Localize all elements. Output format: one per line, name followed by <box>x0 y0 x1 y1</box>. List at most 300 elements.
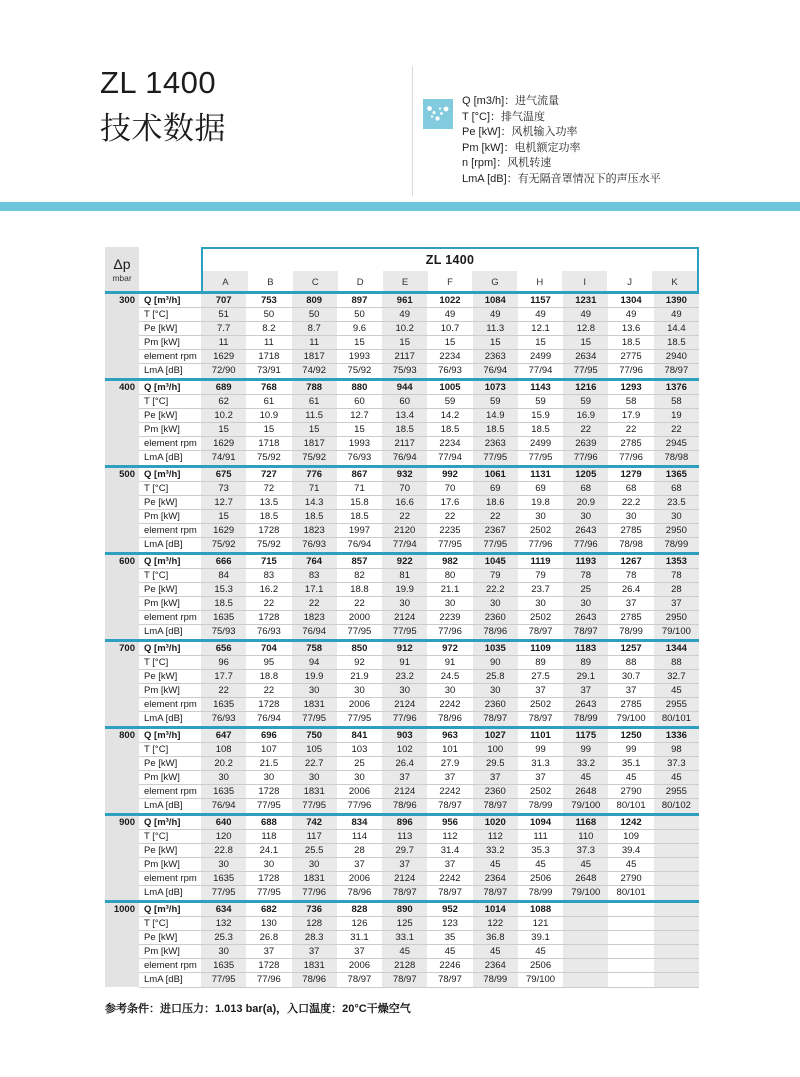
data-cell: 903 <box>382 729 427 743</box>
data-cell: 77/95 <box>563 364 608 378</box>
data-cell: 1073 <box>473 381 518 395</box>
data-cell: 19.8 <box>518 496 563 510</box>
data-cell: 956 <box>427 816 472 830</box>
data-cell: 727 <box>246 468 291 482</box>
data-cell: 1629 <box>201 437 246 451</box>
data-cell: 76/94 <box>292 625 337 639</box>
row-label: LmA [dB] <box>144 800 183 811</box>
data-cell: 59 <box>563 395 608 409</box>
data-cell: 77/95 <box>201 886 246 900</box>
data-cell: 61 <box>246 395 291 409</box>
data-cell: 121 <box>518 917 563 931</box>
data-cell: 22 <box>382 510 427 524</box>
data-cell: 35.1 <box>608 757 653 771</box>
data-cell: 26.4 <box>608 583 653 597</box>
column-letter: C <box>293 271 338 291</box>
dp-value <box>105 656 139 670</box>
data-cell: 7.7 <box>201 322 246 336</box>
column-letter: A <box>203 271 248 291</box>
data-cell: 22 <box>427 510 472 524</box>
dp-value <box>105 611 139 625</box>
data-cell: 10.2 <box>382 322 427 336</box>
data-cell: 2790 <box>608 872 653 886</box>
row-label: Q [m³/h] <box>139 642 201 656</box>
data-cell: 39.4 <box>608 844 653 858</box>
data-cell: 33.2 <box>563 757 608 771</box>
data-cell: 857 <box>337 555 382 569</box>
data-cell: 1728 <box>246 611 291 625</box>
data-cell: 1718 <box>246 350 291 364</box>
dp-value <box>105 785 139 799</box>
dp-value <box>105 437 139 451</box>
column-letter: K <box>652 271 697 291</box>
data-cell: 1094 <box>518 816 563 830</box>
data-cell: 18.5 <box>608 336 653 350</box>
data-cell: 18.5 <box>337 510 382 524</box>
dp-value: 600 <box>105 555 139 569</box>
data-cell: 75/92 <box>257 452 281 463</box>
data-cell: 1183 <box>563 642 608 656</box>
data-cell: 35 <box>427 931 472 945</box>
data-cell: 68 <box>563 482 608 496</box>
data-cell: 45 <box>473 858 518 872</box>
data-cell: 78/97 <box>473 799 518 813</box>
data-cell: 45 <box>608 858 653 872</box>
column-letter: E <box>383 271 428 291</box>
data-cell: 963 <box>427 729 472 743</box>
column-letter: J <box>627 277 632 288</box>
data-cell: 1279 <box>608 468 653 482</box>
data-cell: 78/96 <box>292 973 337 987</box>
data-cell: 647 <box>201 729 246 743</box>
data-cell: 79/100 <box>526 974 556 985</box>
data-cell: 77/96 <box>619 365 643 376</box>
data-cell: 125 <box>382 917 427 931</box>
data-cell: 2128 <box>382 959 427 973</box>
data-cell: 37 <box>427 858 472 872</box>
data-cell <box>608 945 653 959</box>
data-cell: 75/92 <box>257 539 281 550</box>
data-cell: 13.6 <box>608 322 653 336</box>
dp-value <box>105 538 139 552</box>
data-cell <box>654 945 699 959</box>
data-cell: 15 <box>201 423 246 437</box>
row-label: element rpm <box>139 698 201 712</box>
data-cell: 37 <box>518 684 563 698</box>
data-cell: 1157 <box>518 294 563 308</box>
data-cell: 33.2 <box>473 844 518 858</box>
data-cell: 30 <box>473 684 518 698</box>
data-cell: 77/95 <box>473 538 518 552</box>
data-cell: 99 <box>563 743 608 757</box>
data-cell: 2242 <box>427 872 472 886</box>
row-label: Q [m³/h] <box>139 294 201 308</box>
header-gap-cell <box>139 247 201 291</box>
data-cell: 2950 <box>654 524 699 538</box>
data-cell <box>654 959 699 973</box>
data-cell: 74/92 <box>292 364 337 378</box>
data-cell: 91 <box>382 656 427 670</box>
data-cell: 24.1 <box>246 844 291 858</box>
column-letter: D <box>356 277 364 288</box>
data-cell: 22 <box>201 684 246 698</box>
data-cell: 14.9 <box>473 409 518 423</box>
row-label: Pe [kW] <box>139 496 201 510</box>
dp-value: 500 <box>105 468 139 482</box>
data-cell: 76/93 <box>347 452 372 463</box>
data-cell: 81 <box>382 569 427 583</box>
data-cell: 2775 <box>608 350 653 364</box>
dp-value <box>105 844 139 858</box>
data-cell: 76/94 <box>201 799 246 813</box>
data-cell: 16.6 <box>382 496 427 510</box>
legend-line-q: Q [m3/h]：进气流量 <box>462 95 560 107</box>
data-cell: 78/99 <box>528 800 553 811</box>
data-cell: 25.8 <box>473 670 518 684</box>
row-label: T [°C] <box>139 482 201 496</box>
dp-value <box>105 423 139 437</box>
data-cell: 736 <box>292 903 337 917</box>
data-cell: 123 <box>427 917 472 931</box>
data-cell: 22.7 <box>292 757 337 771</box>
data-cell: 76/93 <box>292 538 337 552</box>
data-cell: 58 <box>608 395 653 409</box>
data-cell: 14.2 <box>427 409 472 423</box>
data-cell: 30 <box>201 771 246 785</box>
data-cell: 2006 <box>337 959 382 973</box>
data-cell: 77/95 <box>438 539 462 550</box>
data-cell: 77/95 <box>201 973 246 987</box>
data-cell: 689 <box>201 381 246 395</box>
data-cell: 22 <box>563 423 608 437</box>
data-cell: 1997 <box>337 524 382 538</box>
data-cell: 21.5 <box>246 757 291 771</box>
data-cell: 79/100 <box>563 886 608 900</box>
data-cell: 78/97 <box>654 364 699 378</box>
data-cell: 84 <box>201 569 246 583</box>
data-cell: 83 <box>292 569 337 583</box>
data-cell <box>654 844 699 858</box>
data-cell: 79/100 <box>563 799 608 813</box>
data-cell: 12.7 <box>201 496 246 510</box>
data-cell: 2648 <box>563 785 608 799</box>
data-cell: 2506 <box>518 872 563 886</box>
data-cell: 37 <box>608 597 653 611</box>
row-label: element rpm <box>139 437 201 451</box>
data-cell: 18.5 <box>473 423 518 437</box>
data-cell: 99 <box>608 743 653 757</box>
dp-value <box>105 886 139 900</box>
page-title <box>100 60 226 152</box>
data-cell: 1257 <box>608 642 653 656</box>
data-cell: 2239 <box>427 611 472 625</box>
data-cell: 22.8 <box>201 844 246 858</box>
row-label: element rpm <box>139 350 201 364</box>
data-cell: 2940 <box>654 350 699 364</box>
data-cell: 89 <box>518 656 563 670</box>
data-cell: 675 <box>201 468 246 482</box>
data-cell: 1629 <box>201 524 246 538</box>
data-cell: 1101 <box>518 729 563 743</box>
data-cell: 35.3 <box>518 844 563 858</box>
data-cell: 122 <box>473 917 518 931</box>
data-cell: 2639 <box>563 437 608 451</box>
data-cell: 2124 <box>382 611 427 625</box>
data-cell <box>654 816 699 830</box>
dp-value <box>105 583 139 597</box>
data-cell: 75/92 <box>201 538 246 552</box>
data-cell: 2502 <box>518 611 563 625</box>
data-cell: 15 <box>337 423 382 437</box>
data-cell: 95 <box>246 656 291 670</box>
data-cell: 15 <box>473 336 518 350</box>
data-cell: 834 <box>337 816 382 830</box>
data-cell: 14.3 <box>292 496 337 510</box>
data-cell: 9.6 <box>337 322 382 336</box>
data-cell: 113 <box>382 830 427 844</box>
data-cell: 15 <box>382 336 427 350</box>
data-cell: 78/96 <box>347 887 372 898</box>
data-cell: 23.2 <box>382 670 427 684</box>
data-cell: 666 <box>201 555 246 569</box>
data-cell: 30 <box>518 597 563 611</box>
data-cell: 2502 <box>518 698 563 712</box>
data-cell: 30.7 <box>608 670 653 684</box>
data-cell: 30 <box>337 684 382 698</box>
dp-value: 300 <box>105 294 139 308</box>
dp-value <box>105 350 139 364</box>
data-cell: 1817 <box>292 350 337 364</box>
data-cell: 31.1 <box>337 931 382 945</box>
data-cell: 80/101 <box>616 887 646 898</box>
flow-dots-icon <box>423 99 453 129</box>
data-cell: 62 <box>201 395 246 409</box>
data-cell: 18.5 <box>518 423 563 437</box>
data-cell: 2499 <box>518 437 563 451</box>
data-cell: 78/99 <box>654 538 699 552</box>
data-cell: 1205 <box>563 468 608 482</box>
dp-value <box>105 395 139 409</box>
data-cell: 707 <box>201 294 246 308</box>
data-cell: 88 <box>654 656 699 670</box>
dp-value <box>105 771 139 785</box>
data-cell: 30 <box>563 597 608 611</box>
data-cell: 18.5 <box>427 423 472 437</box>
data-cell: 37 <box>246 945 291 959</box>
dp-value <box>105 931 139 945</box>
data-cell: 79/100 <box>616 713 646 724</box>
data-cell: 25 <box>337 757 382 771</box>
column-letters <box>203 271 697 291</box>
reference-conditions-note: 参考条件：进口压力：1.013 bar(a)，入口温度：20°C干燥空气 <box>105 1003 411 1015</box>
data-cell: 59 <box>427 395 472 409</box>
data-cell: 22 <box>608 423 653 437</box>
dp-value: 400 <box>105 381 139 395</box>
dp-value <box>105 496 139 510</box>
data-cell: 992 <box>427 468 472 482</box>
data-cell: 15 <box>201 510 246 524</box>
data-cell: 1216 <box>563 381 608 395</box>
data-cell: 37 <box>382 858 427 872</box>
data-cell <box>654 886 699 900</box>
data-cell: 76/94 <box>257 713 281 724</box>
data-cell: 78/99 <box>528 887 553 898</box>
data-cell: 19 <box>654 409 699 423</box>
data-cell: 18.5 <box>201 597 246 611</box>
data-cell: 37.3 <box>654 757 699 771</box>
data-cell: 27.5 <box>518 670 563 684</box>
data-cell: 78/97 <box>382 973 427 987</box>
data-cell: 10.2 <box>201 409 246 423</box>
data-cell: 11 <box>292 336 337 350</box>
data-cell: 28.3 <box>292 931 337 945</box>
data-cell: 764 <box>292 555 337 569</box>
data-cell: 1353 <box>654 555 699 569</box>
data-cell: 1728 <box>246 872 291 886</box>
row-label: LmA [dB] <box>144 452 183 463</box>
dp-value <box>105 858 139 872</box>
row-label: element rpm <box>139 524 201 538</box>
data-cell: 117 <box>292 830 337 844</box>
data-cell: 78/97 <box>382 886 427 900</box>
row-label: Pm [kW] <box>139 423 201 437</box>
data-cell: 961 <box>382 294 427 308</box>
data-cell: 1831 <box>292 959 337 973</box>
data-cell: 130 <box>246 917 291 931</box>
data-cell: 102 <box>382 743 427 757</box>
row-label: Pe [kW] <box>139 583 201 597</box>
row-label: T [°C] <box>139 395 201 409</box>
row-label: Pe [kW] <box>139 322 201 336</box>
row-label: LmA [dB] <box>144 539 183 550</box>
data-cell <box>608 959 653 973</box>
data-cell: 21.9 <box>337 670 382 684</box>
data-cell: 1365 <box>654 468 699 482</box>
data-cell <box>608 931 653 945</box>
row-label: LmA [dB] <box>144 974 183 985</box>
data-cell <box>563 903 608 917</box>
data-cell: 37 <box>292 945 337 959</box>
data-cell: 69 <box>518 482 563 496</box>
data-cell: 2785 <box>608 611 653 625</box>
data-cell: 78/97 <box>473 712 518 726</box>
data-cell: 39.1 <box>518 931 563 945</box>
data-cell <box>563 959 608 973</box>
column-letter: G <box>472 271 517 291</box>
data-cell: 15 <box>246 423 291 437</box>
row-label: element rpm <box>139 611 201 625</box>
data-cell: 100 <box>473 743 518 757</box>
data-cell: 88 <box>608 656 653 670</box>
data-cell: 75/93 <box>382 364 427 378</box>
data-cell: 2785 <box>608 524 653 538</box>
data-cell: 922 <box>382 555 427 569</box>
data-cell: 78/99 <box>619 626 643 637</box>
data-cell: 45 <box>427 945 472 959</box>
data-cell: 8.7 <box>292 322 337 336</box>
data-cell: 15 <box>427 336 472 350</box>
data-cell: 68 <box>608 482 653 496</box>
data-cell: 2006 <box>337 698 382 712</box>
dp-value <box>105 698 139 712</box>
data-cell: 76/94 <box>382 451 427 465</box>
data-cell: 77/95 <box>382 625 427 639</box>
data-cell: 2006 <box>337 785 382 799</box>
data-cell: 109 <box>608 830 653 844</box>
data-cell <box>563 917 608 931</box>
data-cell: 75/92 <box>292 451 337 465</box>
data-cell: 30 <box>473 597 518 611</box>
data-cell: 1993 <box>337 350 382 364</box>
row-label: element rpm <box>139 785 201 799</box>
data-cell: 1993 <box>337 437 382 451</box>
data-cell: 1823 <box>292 524 337 538</box>
data-cell: 2955 <box>654 698 699 712</box>
data-cell: 75/93 <box>201 625 246 639</box>
data-cell: 78/97 <box>438 800 462 811</box>
row-label: Q [m³/h] <box>139 468 201 482</box>
data-cell: 68 <box>654 482 699 496</box>
data-cell: 2234 <box>427 437 472 451</box>
data-cell: 1635 <box>201 872 246 886</box>
data-cell: 1344 <box>654 642 699 656</box>
data-cell: 78/96 <box>382 799 427 813</box>
data-cell: 30 <box>246 858 291 872</box>
data-cell: 758 <box>292 642 337 656</box>
data-cell: 2950 <box>654 611 699 625</box>
data-cell: 80/101 <box>616 800 646 811</box>
data-cell: 78/97 <box>438 974 462 985</box>
data-cell: 77/95 <box>473 451 518 465</box>
row-label: Pe [kW] <box>139 409 201 423</box>
data-cell: 45 <box>382 945 427 959</box>
page-title-model: ZL 1400 <box>100 65 217 100</box>
data-cell: 77/95 <box>257 800 281 811</box>
data-cell: 2124 <box>382 785 427 799</box>
data-cell: 50 <box>292 308 337 322</box>
data-cell: 14.4 <box>654 322 699 336</box>
row-label: Pe [kW] <box>139 931 201 945</box>
data-cell: 13.5 <box>246 496 291 510</box>
row-label: T [°C] <box>139 830 201 844</box>
data-cell: 45 <box>608 771 653 785</box>
data-cell <box>608 973 653 987</box>
dp-value <box>105 308 139 322</box>
data-cell: 78/97 <box>473 886 518 900</box>
data-cell: 37 <box>518 771 563 785</box>
data-cell: 45 <box>563 771 608 785</box>
data-cell <box>654 872 699 886</box>
data-cell: 30 <box>292 771 337 785</box>
data-cell: 2785 <box>608 437 653 451</box>
accent-band <box>0 202 800 211</box>
data-cell: 656 <box>201 642 246 656</box>
data-cell: 788 <box>292 381 337 395</box>
data-cell: 49 <box>473 308 518 322</box>
data-cell: 78/97 <box>528 626 553 637</box>
data-cell: 1718 <box>246 437 291 451</box>
data-cell: 704 <box>246 642 291 656</box>
data-cell: 1250 <box>608 729 653 743</box>
data-cell: 77/96 <box>563 538 608 552</box>
row-label: Pe [kW] <box>139 670 201 684</box>
data-cell: 49 <box>608 308 653 322</box>
data-cell: 77/94 <box>528 365 553 376</box>
data-cell: 1005 <box>427 381 472 395</box>
data-cell: 70 <box>382 482 427 496</box>
dp-value <box>105 917 139 931</box>
data-cell: 22 <box>473 510 518 524</box>
